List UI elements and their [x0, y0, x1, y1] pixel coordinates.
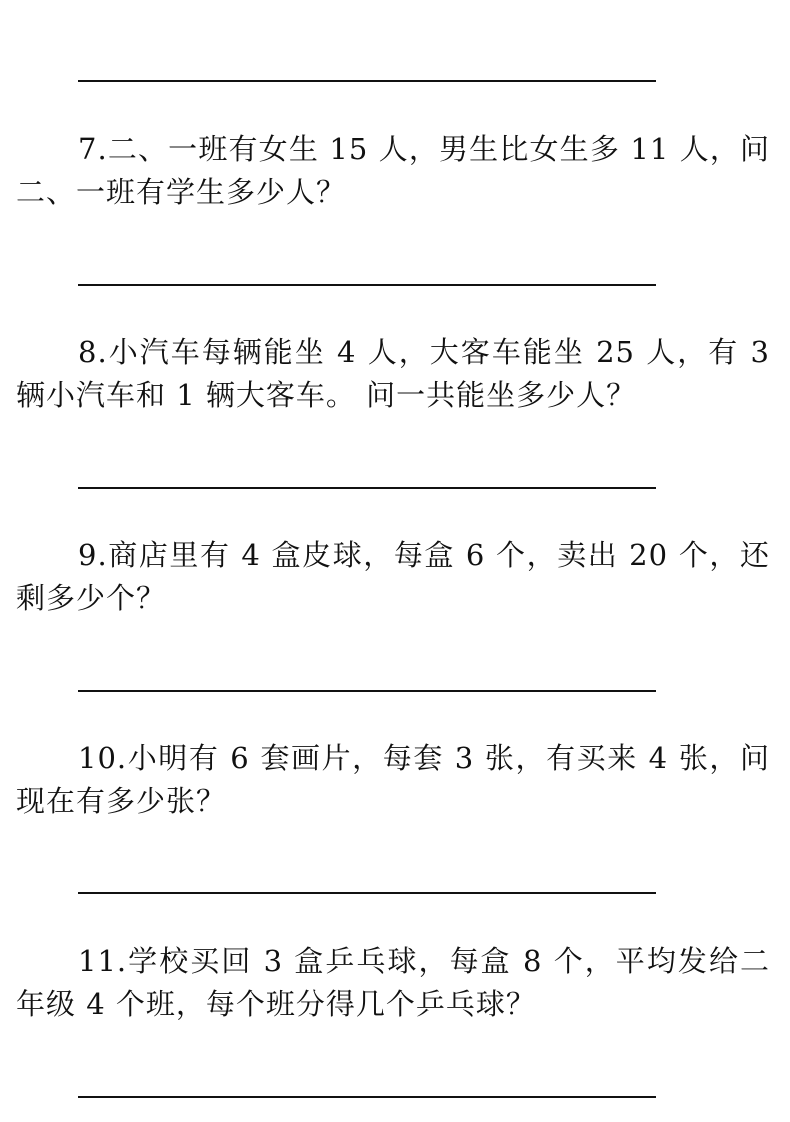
question-text: 小明有 6 套画片，每套 3 张，有买来 4 张，问现在有多少张？	[16, 741, 770, 818]
question-text: 二、一班有女生 15 人，男生比女生多 11 人，问二、一班有学生多少人？	[16, 132, 770, 209]
question-number: 9.	[78, 538, 108, 572]
answer-line	[78, 1096, 656, 1098]
answer-line	[78, 892, 656, 894]
question-text: 小汽车每辆能坐 4 人，大客车能坐 25 人，有 3 辆小汽车和 1 辆大客车。 问一共能坐多少人？	[16, 335, 770, 412]
question-text: 商店里有 4 盒皮球，每盒 6 个，卖出 20 个，还剩多少个？	[16, 538, 770, 615]
answer-line	[78, 80, 656, 82]
question-7	[16, 128, 770, 214]
question-number: 8.	[78, 335, 108, 369]
answer-line	[78, 690, 656, 692]
question-11	[16, 940, 770, 1026]
question-number: 11.	[78, 944, 128, 978]
answer-line	[78, 487, 656, 489]
question-number: 10.	[78, 741, 128, 775]
question-9	[16, 534, 770, 620]
answer-line	[78, 284, 656, 286]
question-text: 学校买回 3 盒乒乓球，每盒 8 个，平均发给二年级 4 个班，每个班分得几个乒乓球？	[16, 944, 770, 1021]
question-10	[16, 737, 770, 823]
question-8	[16, 331, 770, 417]
question-number: 7.	[78, 132, 108, 166]
